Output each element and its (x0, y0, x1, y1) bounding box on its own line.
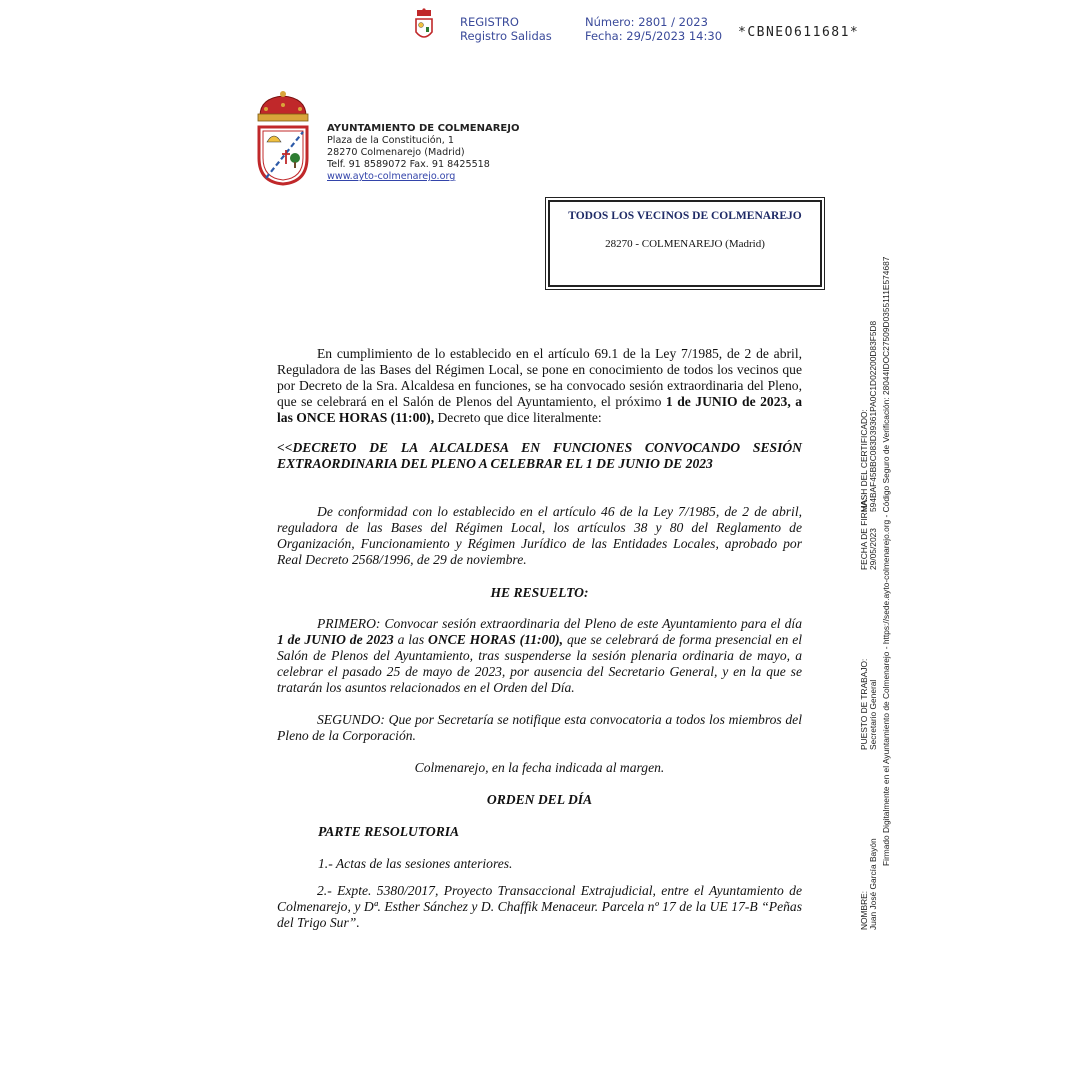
second-text: SEGUNDO: Que por Secretaría se notifique esta convocatoria a todos los miembros del Pleno de la Corporación. (277, 712, 802, 743)
hash-value: 594BAF45BBC083D39361PA0C1D02200D83F5D8 (868, 320, 878, 512)
signer-name: Juan José García Bayón (868, 838, 878, 930)
section-heading (277, 824, 802, 840)
sign-date-label: FECHA DE FIRMA: (859, 497, 869, 570)
registry-barcode-text: *CBNEO611681* (738, 25, 860, 40)
resolved-heading (277, 585, 802, 601)
intro-text: En cumplimiento de lo establecido en el artículo 69.1 de la Ley 7/1985, de 2 de abril, Reguladora de las Bases del Régimen Local, se pone en conocimiento de todos los vecinos que por Decreto de la Sra. Alcaldesa en funciones, se ha convocado sesión extraordinaria del Pleno, que se celebrará en el Salón de Plenos del Ayuntamiento, el próximo (277, 346, 802, 409)
registry-number: Número: 2801 / 2023 (585, 15, 708, 29)
registry-values (585, 15, 722, 43)
second-paragraph (277, 712, 802, 744)
sign-date-value: 29/05/2023 (868, 528, 878, 570)
first-paragraph (277, 616, 802, 696)
recipient-address: 28270 - COLMENAREJO (Madrid) (605, 238, 765, 250)
first-text-end: que se celebrará de forma presencial en el Salón de Plenos del Ayuntamiento, tras suspenderse la sesión plenaria ordinaria de mayo, a celebrar el pasado 25 de mayo de 2023, por ausencia del Secretario General, y en la que se tratarán los asuntos relacionados en el Orden del Día. (277, 632, 803, 695)
first-date: 1 de JUNIO de 2023 (277, 632, 394, 647)
post-value: Secretario General (868, 679, 878, 750)
agenda-item-1 (277, 856, 802, 872)
place-date-line (277, 760, 802, 776)
first-time: ONCE HORAS (11:00), (428, 632, 564, 647)
signature-block (859, 256, 930, 930)
hash-label: HASH DEL CERTIFICADO: (859, 409, 869, 512)
town-hall-address: Plaza de la Constitución, 1 (327, 135, 454, 146)
town-hall-website-link[interactable]: www.ayto-colmenarejo.org (327, 171, 456, 182)
decree-title-text: <<DECRETO DE LA ALCALDESA EN FUNCIONES CONVOCANDO SESIÓN EXTRAORDINARIA DEL PLENO A CELEBRAR EL 1 DE JUNIO DE 2023 (277, 440, 802, 471)
town-hall-phone: Telf. 91 8589072 Fax. 91 8425518 (327, 159, 490, 170)
resolved-heading-text: HE RESUELTO: (490, 585, 589, 600)
section-heading-text: PARTE RESOLUTORIA (318, 824, 460, 839)
place-date-text: Colmenarejo, en la fecha indicada al margen. (414, 760, 665, 775)
registry-crest-icon (413, 8, 435, 44)
intro-paragraph (277, 346, 802, 426)
agenda-item-2 (277, 883, 802, 931)
post-label: PUESTO DE TRABAJO: (859, 658, 869, 750)
first-text-mid: a las (393, 632, 429, 647)
intro-text-end: Decreto que dice literalmente: (434, 410, 602, 425)
first-text: PRIMERO: Convocar sesión extraordinaria del Pleno de este Ayuntamiento para el día (317, 616, 802, 631)
intro-date: 1 de JUNIO de 2023, a las ONCE HORAS (11:00), (277, 394, 803, 425)
registry-type: Registro Salidas (460, 29, 552, 43)
town-hall-city: 28270 Colmenarejo (Madrid) (327, 147, 465, 158)
municipal-crest-icon (254, 90, 312, 186)
decree-title (277, 440, 802, 472)
conformity-text: De conformidad con lo establecido en el artículo 46 de la Ley 7/1985, de 2 de abril, reguladora de las Bases del Régimen Local, los artículos 38 y 80 del Reglamento de Organización, Funcionamiento y Régimen Jurídico de las Entidades Locales, aprobado por Real Decreto 2568/1996, de 29 de noviembre. (277, 504, 802, 567)
digital-signature-footer: Firmado Digitalmente en el Ayuntamiento de Colmenarejo - https://sede.ayto-colmenarejo.org - Código Seguro de Verificación: 28044IDOC27509D0355111E574687 (881, 256, 891, 866)
agenda-heading (277, 792, 802, 808)
town-hall-name: AYUNTAMIENTO DE COLMENAREJO (327, 123, 520, 134)
conformity-paragraph (277, 504, 802, 568)
registry-labels (460, 15, 552, 43)
signer-name-label: NOMBRE: (859, 890, 869, 930)
recipient-box (548, 200, 822, 287)
registry-label: REGISTRO (460, 15, 519, 29)
agenda-item-2-text: 2.- Expte. 5380/2017, Proyecto Transaccional Extrajudicial, entre el Ayuntamiento de Colmenarejo, y Dª. Esther Sánchez y D. Chaffik Menaceur. Parcela nº 17 de la UE 17-B “Peñas del Trigo Sur”. (277, 883, 802, 930)
letterhead (327, 123, 519, 183)
registry-date: Fecha: 29/5/2023 14:30 (585, 29, 723, 43)
recipient-name: TODOS LOS VECINOS DE COLMENAREJO (568, 210, 802, 222)
agenda-heading-text: ORDEN DEL DÍA (486, 792, 593, 807)
agenda-item-1-text: 1.- Actas de las sesiones anteriores. (318, 856, 513, 871)
